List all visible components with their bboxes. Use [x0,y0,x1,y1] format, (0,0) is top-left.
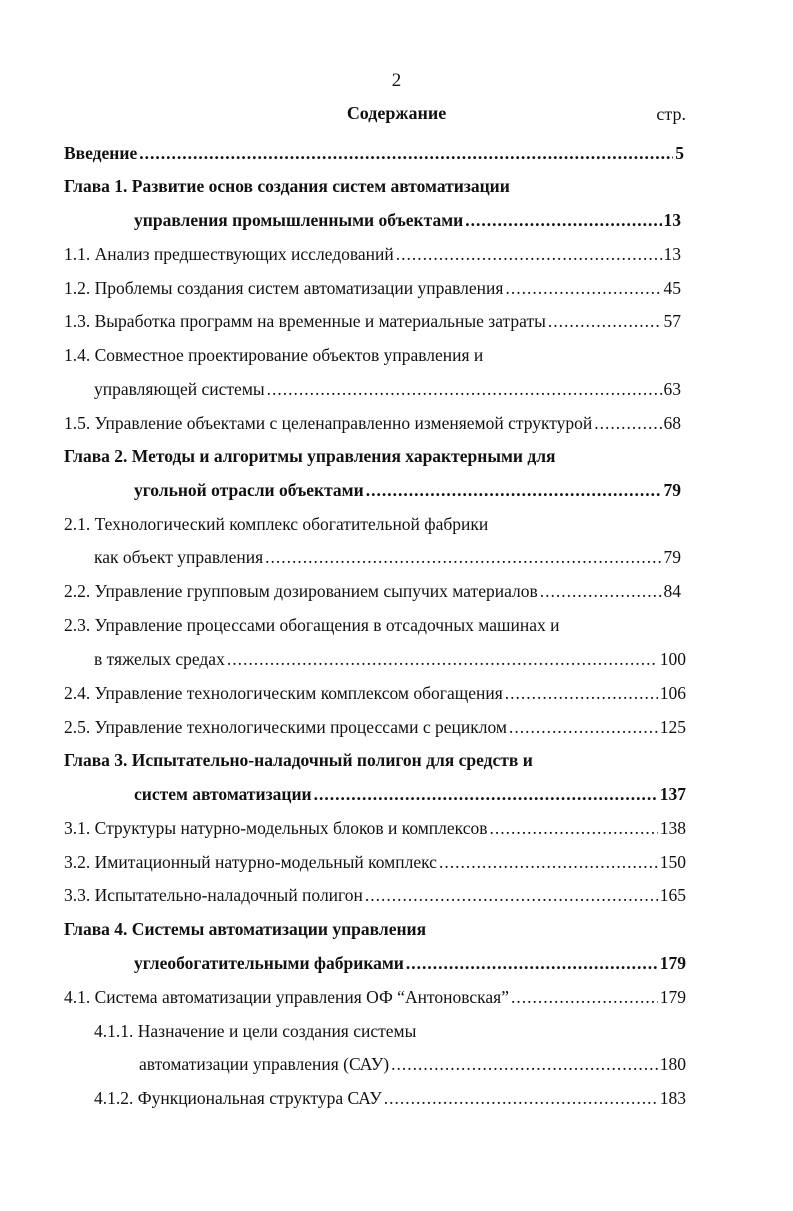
toc-entry-text: Глава 2. Методы и алгоритмы управления характерными для [64,446,556,466]
toc-chapter-4-heading [64,918,426,942]
toc-chapter-4-heading-cont [134,952,686,976]
toc-entry-page: 179 [659,953,686,973]
toc-leader-dots [509,716,658,738]
toc-section-2-3 [64,614,559,638]
toc-leader-dots [406,952,658,974]
toc-section-4-1 [64,986,686,1010]
toc-entry-text: 4.1.2. Функциональная структура САУ [94,1088,382,1108]
toc-leader-dots [465,209,661,231]
toc-leader-dots [265,546,661,568]
toc-entry-page: 180 [659,1054,686,1074]
toc-entry-text: углеобогатительными фабриками [134,953,404,973]
toc-entry-page: 84 [663,581,681,601]
toc-chapter-3-heading-cont [134,783,686,807]
toc-entry-text: 3.1. Структуры натурно-модельных блоков и комплексов [64,818,488,838]
toc-entry-text: 2.3. Управление процессами обогащения в отсадочных машинах и [64,615,560,635]
toc-entry-text: 3.2. Имитационный натурно-модельный комплекс [64,852,437,872]
toc-entry-page: 79 [663,547,681,567]
toc-leader-dots [139,142,673,164]
toc-entry-page: 57 [663,311,681,331]
toc-entry-text: 2.1. Технологический комплекс обогатительной фабрики [64,514,489,534]
toc-entry-page: 5 [675,143,684,163]
toc-entry-text: Глава 4. Системы автоматизации управления [64,919,427,939]
toc-section-1-4 [64,344,483,368]
toc-entry-text: 2.4. Управление технологическим комплексом обогащения [64,683,503,703]
toc-entry-text: 1.3. Выработка программ на временные и материальные затраты [64,311,546,331]
toc-entry-page: 68 [663,413,681,433]
toc-section-3-3 [64,884,686,908]
toc-chapter-2-heading-cont [134,479,681,503]
toc-entry-text: Введение [64,143,138,163]
toc-entry-page: 13 [663,210,681,230]
page-number: 2 [391,70,402,91]
toc-leader-dots [267,378,662,400]
toc-entry-text: управления промышленными объектами [134,210,464,230]
toc-entry-page: 150 [659,852,686,872]
toc-entry-page: 45 [663,278,681,298]
toc-entry-text: как объект управления [94,547,264,567]
toc-entry-text: 2.5. Управление технологическими процессами с рециклом [64,717,507,737]
toc-entry-page: 79 [663,480,681,500]
toc-leader-dots [365,884,658,906]
toc-subsection-4-1-1-cont [139,1053,686,1077]
toc-entry-text: 1.2. Проблемы создания систем автоматизации управления [64,278,504,298]
toc-section-2-1 [64,513,488,537]
toc-entry-page: 63 [663,379,681,399]
toc-entry-text: 1.5. Управление объектами с целенаправленно изменяемой структурой [64,413,593,433]
toc-entry-text: 2.2. Управление групповым дозированием сыпучих материалов [64,581,538,601]
toc-leader-dots [227,648,658,670]
toc-section-3-1 [64,817,686,841]
toc-chapter-1-heading [64,175,510,199]
toc-entry-text: Глава 1. Развитие основ создания систем автоматизации [64,176,510,196]
toc-section-1-5 [64,412,681,436]
toc-leader-dots [540,580,662,602]
toc-entry-page: 100 [659,649,686,669]
toc-entry-text: 4.1.1. Назначение и цели создания системы [94,1021,417,1041]
toc-chapter-3-heading [64,749,533,773]
toc-leader-dots [396,243,662,265]
toc-subsection-4-1-2 [94,1087,686,1111]
toc-leader-dots [511,986,658,1008]
toc-entry-page: 13 [663,244,681,264]
toc-section-1-4-cont [94,378,681,402]
toc-entry-text: управляющей системы [94,379,265,399]
toc-leader-dots [490,817,658,839]
toc-section-2-3-cont [94,648,686,672]
toc-leader-dots [384,1087,658,1109]
toc-leader-dots [439,851,658,873]
toc-entry-page: 165 [659,885,686,905]
toc-title: Содержание [346,103,447,123]
toc-entry-text: 4.1. Система автоматизации управления ОФ “Антоновская” [64,987,509,1007]
toc-leader-dots [505,277,661,299]
toc-section-2-5 [64,716,686,740]
toc-entry-text: 3.3. Испытательно-наладочный полигон [64,885,363,905]
toc-section-2-2 [64,580,681,604]
toc-entry-text: Глава 3. Испытательно-наладочный полигон для средств и [64,750,533,770]
toc-entry-page: 179 [659,987,686,1007]
toc-chapter-2-heading [64,445,556,469]
toc-leader-dots [548,310,662,332]
toc-section-1-2 [64,277,681,301]
toc-section-1-3 [64,310,681,334]
toc-entry-text: систем автоматизации [134,784,312,804]
toc-entry-text: 1.4. Совместное проектирование объектов управления и [64,345,484,365]
toc-chapter-1-heading-cont [134,209,681,233]
page-column-label: стр. [656,104,686,124]
toc-entry-text: автоматизации управления (САУ) [139,1054,390,1074]
toc-entry-introduction [64,142,684,166]
toc-entry-page: 106 [659,683,686,703]
toc-entry-page: 138 [659,818,686,838]
toc-section-2-1-cont [94,546,681,570]
toc-leader-dots [366,479,662,501]
toc-section-3-2 [64,851,686,875]
toc-section-1-1 [64,243,681,267]
toc-leader-dots [594,412,661,434]
toc-leader-dots [391,1053,658,1075]
toc-entry-text: в тяжелых средах [94,649,225,669]
toc-entry-page: 183 [659,1088,686,1108]
toc-entry-text: 1.1. Анализ предшествующих исследований [64,244,394,264]
toc-section-2-4 [64,682,686,706]
toc-leader-dots [314,783,658,805]
toc-entry-page: 137 [659,784,686,804]
toc-leader-dots [505,682,658,704]
toc-entry-text: угольной отрасли объектами [134,480,364,500]
toc-subsection-4-1-1 [94,1020,416,1044]
toc-entry-page: 125 [659,717,686,737]
